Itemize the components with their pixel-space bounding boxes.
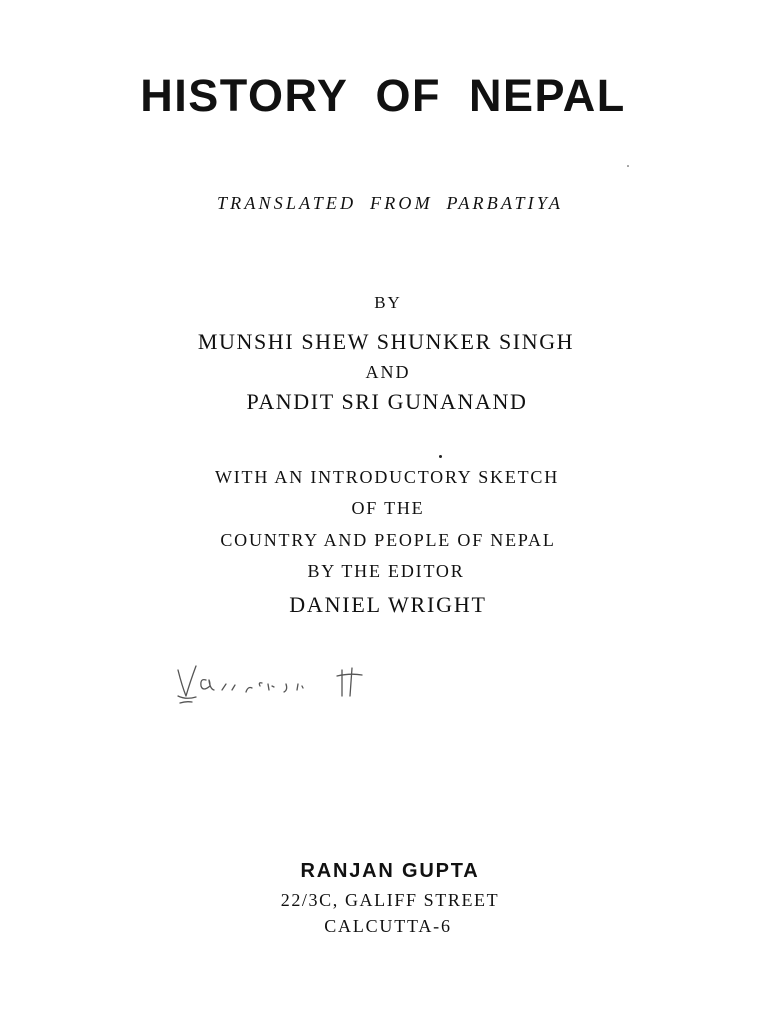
publisher-city: CALCUTTA-6 [324, 916, 452, 936]
book-title: HISTORY OF NEPAL [140, 70, 626, 121]
intro-line-2: OF THE [351, 498, 425, 518]
intro-line-4: BY THE EDITOR [307, 561, 465, 581]
author-name-second: PANDIT SRI GUNANAND [246, 389, 528, 414]
handwritten-signature [172, 656, 382, 706]
editor-name: DANIEL WRIGHT [289, 592, 487, 617]
author-conjunction: AND [365, 362, 411, 382]
author-name-first: MUNSHI SHEW SHUNKER SINGH [197, 329, 575, 354]
book-subtitle: TRANSLATED FROM PARBATIYA [216, 193, 564, 213]
intro-line-1: WITH AN INTRODUCTORY SKETCH [214, 467, 560, 487]
print-speck [439, 455, 442, 458]
by-label: BY [374, 293, 402, 312]
intro-line-3: COUNTRY AND PEOPLE OF NEPAL [220, 530, 556, 550]
publisher-name: RANJAN GUPTA [300, 860, 480, 882]
publisher-address: 22/3C, GALIFF STREET [280, 890, 500, 910]
print-speck [627, 165, 629, 167]
